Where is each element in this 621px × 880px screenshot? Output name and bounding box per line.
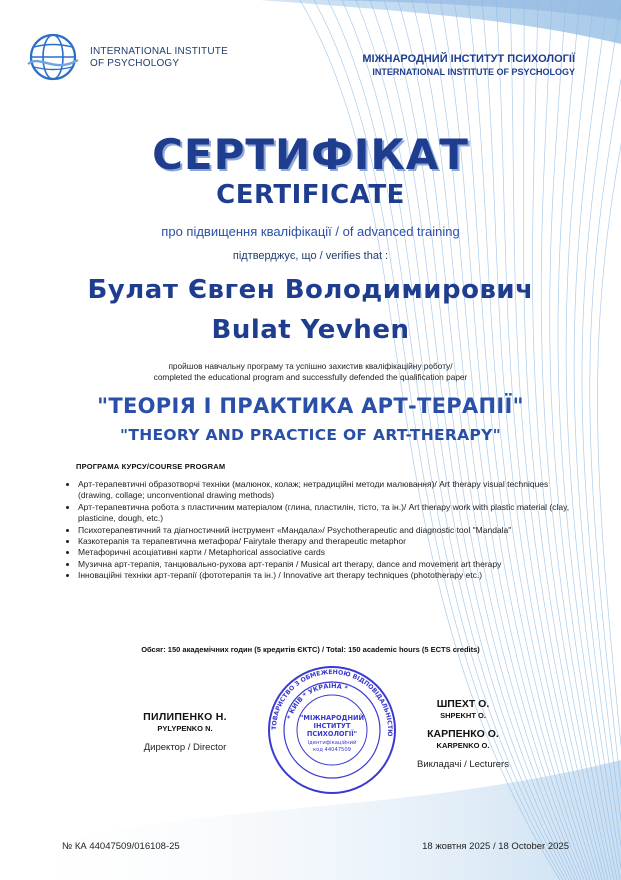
logo-line2: OF PSYCHOLOGY [90, 58, 180, 69]
program-item: • Метафоричні асоціативні карти / Metaphorical associative cards [78, 547, 578, 558]
seal-stamp [266, 664, 398, 796]
institute-name-ua: МІЖНАРОДНИЙ ІНСТИТУТ ПСИХОЛОГІЇ [362, 53, 575, 65]
program-item: • Арт-терапевтична робота з пластичним матеріалом (глина, пластилін, тісто, та ін.)/ Art therapy work with plastic material (clay, plasticine, dough, etc.) [78, 502, 578, 525]
certificate-title-ua: СЕРТИФІКАТ [152, 130, 469, 179]
lecturer1-name-ua: ШПЕХТ О. [436, 698, 490, 710]
recipient-name-en: Bulat Yevhen [211, 315, 410, 345]
seal-outer-text: ТОВАРИСТВО З ОБМЕЖЕНОЮ ВІДПОВІДАЛЬНІСТЮ [270, 668, 394, 737]
verifies-text: підтверджує, що / verifies that : [232, 250, 389, 262]
seal-ring-text: * КИЇВ * УКРАЇНА * [285, 681, 349, 721]
lecturer1-name-en: SHPEKHT O. [440, 711, 486, 720]
recipient-name-ua: Булат Євген Володимирович [87, 275, 534, 305]
course-title-ua: "ТЕОРІЯ І ПРАКТИКА АРТ-ТЕРАПІЇ" [97, 394, 524, 418]
seal-line3: ПСИХОЛОГІЇ" [306, 730, 358, 738]
globe-icon [26, 30, 80, 84]
program-item: • Музична арт-терапія, танцювально-рухова арт-терапія / Musical art therapy, dance and movement art therapy [78, 559, 578, 570]
course-title-en: "THEORY AND PRACTICE OF ART-THERAPY" [119, 426, 502, 444]
certificate-title-en: CERTIFICATE [216, 180, 405, 210]
director-role: Директор / Director [143, 742, 227, 753]
certificate-subtitle: про підвищення кваліфікації / of advanced training [161, 224, 460, 239]
lecturer2-name-ua: КАРПЕНКО О. [427, 728, 499, 740]
program-item: • Інноваційні техніки арт-терапії (фототерапія та ін.) / Innovative art therapy techniques (phototherapy etc.) [78, 570, 578, 581]
logo-text [90, 46, 228, 70]
program-volume: Обсяг: 150 академічних годин (5 кредитів ЄКТС) / Total: 150 academic hours (5 ECTS credits) [141, 645, 480, 654]
logo-line1: INTERNATIONAL INSTITUTE [90, 46, 228, 57]
completion-line1: пройшов навчальну програму та успішно захистив кваліфікаційну роботу/ [168, 361, 453, 371]
director-name-en: PYLYPENKO N. [157, 724, 213, 733]
seal-line4: Ідентифікаційний [307, 740, 357, 746]
lecturer2-name-en: KARPENKO O. [436, 741, 490, 750]
completion-line2: completed the educational program and successfully defended the qualification paper [153, 372, 468, 382]
certificate-date: 18 жовтня 2025 / 18 October 2025 [422, 841, 569, 852]
director-name-ua: ПИЛИПЕНКО Н. [143, 711, 227, 723]
certificate-number: № КА 44047509/016108-25 [62, 841, 180, 852]
seal-line1: "МІЖНАРОДНИЙ [299, 714, 365, 722]
completion-statement [0, 361, 621, 383]
program-list [64, 479, 578, 582]
program-heading: ПРОГРАМА КУРСУ/COURSE PROGRAM [76, 462, 226, 471]
institute-name-en: INTERNATIONAL INSTITUTE OF PSYCHOLOGY [372, 67, 575, 77]
seal-line5: код 44047509 [313, 747, 351, 753]
program-item: • Психотерапевтичний та діагностичний інструмент «Мандала»/ Psychotherapeutic and diagnostic tool "Mandala" [78, 525, 578, 536]
seal-line2: ІНСТИТУТ [313, 722, 351, 730]
program-item: • Казкотерапія та терапевтична метафора/ Fairytale therapy and therapeutic metaphor [78, 536, 578, 547]
lecturers-role: Викладачі / Lecturers [417, 759, 509, 770]
program-item: • Арт-терапевтичні образотворчі техніки (малюнок, колаж; нетрадиційні методи малювання)/ Art therapy visual techniques (drawing, collage; unconventional drawing methods) [78, 479, 578, 502]
